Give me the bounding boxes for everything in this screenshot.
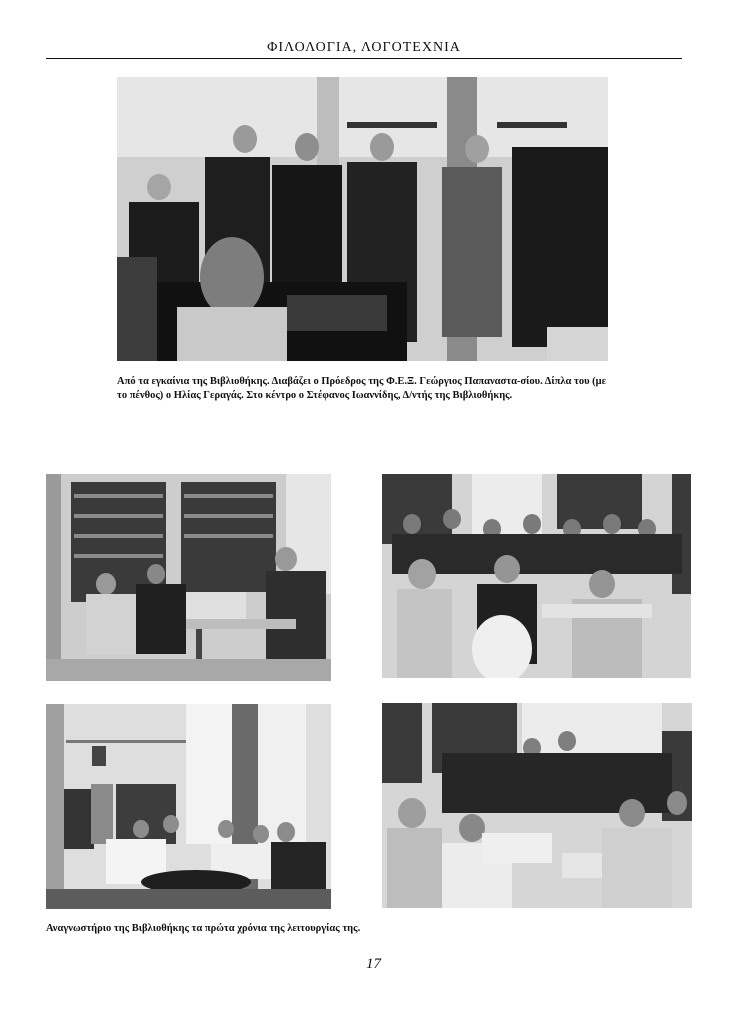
photo-reading-room-2	[382, 474, 691, 678]
photo-reading-room-4	[382, 703, 692, 908]
caption-reading-room: Αναγνωστήριο της Βιβλιοθήκης τα πρώτα χρόνια της λειτουργίας της.	[46, 923, 361, 934]
page-number: 17	[366, 956, 381, 972]
caption-opening: Από τα εγκαίνια της Βιβλιοθήκης. Διαβάζει ο Πρόεδρος της Φ.Ε.Ξ. Γεώργιος Παπαναστα-σίου. Δίπλα του (με το πένθος) ο Ηλίας Γεραγάς. Στο κέντρο ο Στέφανος Ιωαννίδης, Δ/ντής της Βιβλιοθήκης.	[117, 376, 607, 401]
photo-reading-room-3	[46, 704, 331, 909]
photo-reading-room-1	[46, 474, 331, 681]
running-header: ΦΙΛΟΛΟΓΙΑ, ΛΟΓΟΤΕΧΝΙΑ	[46, 40, 682, 59]
photo-library-opening	[117, 77, 608, 361]
